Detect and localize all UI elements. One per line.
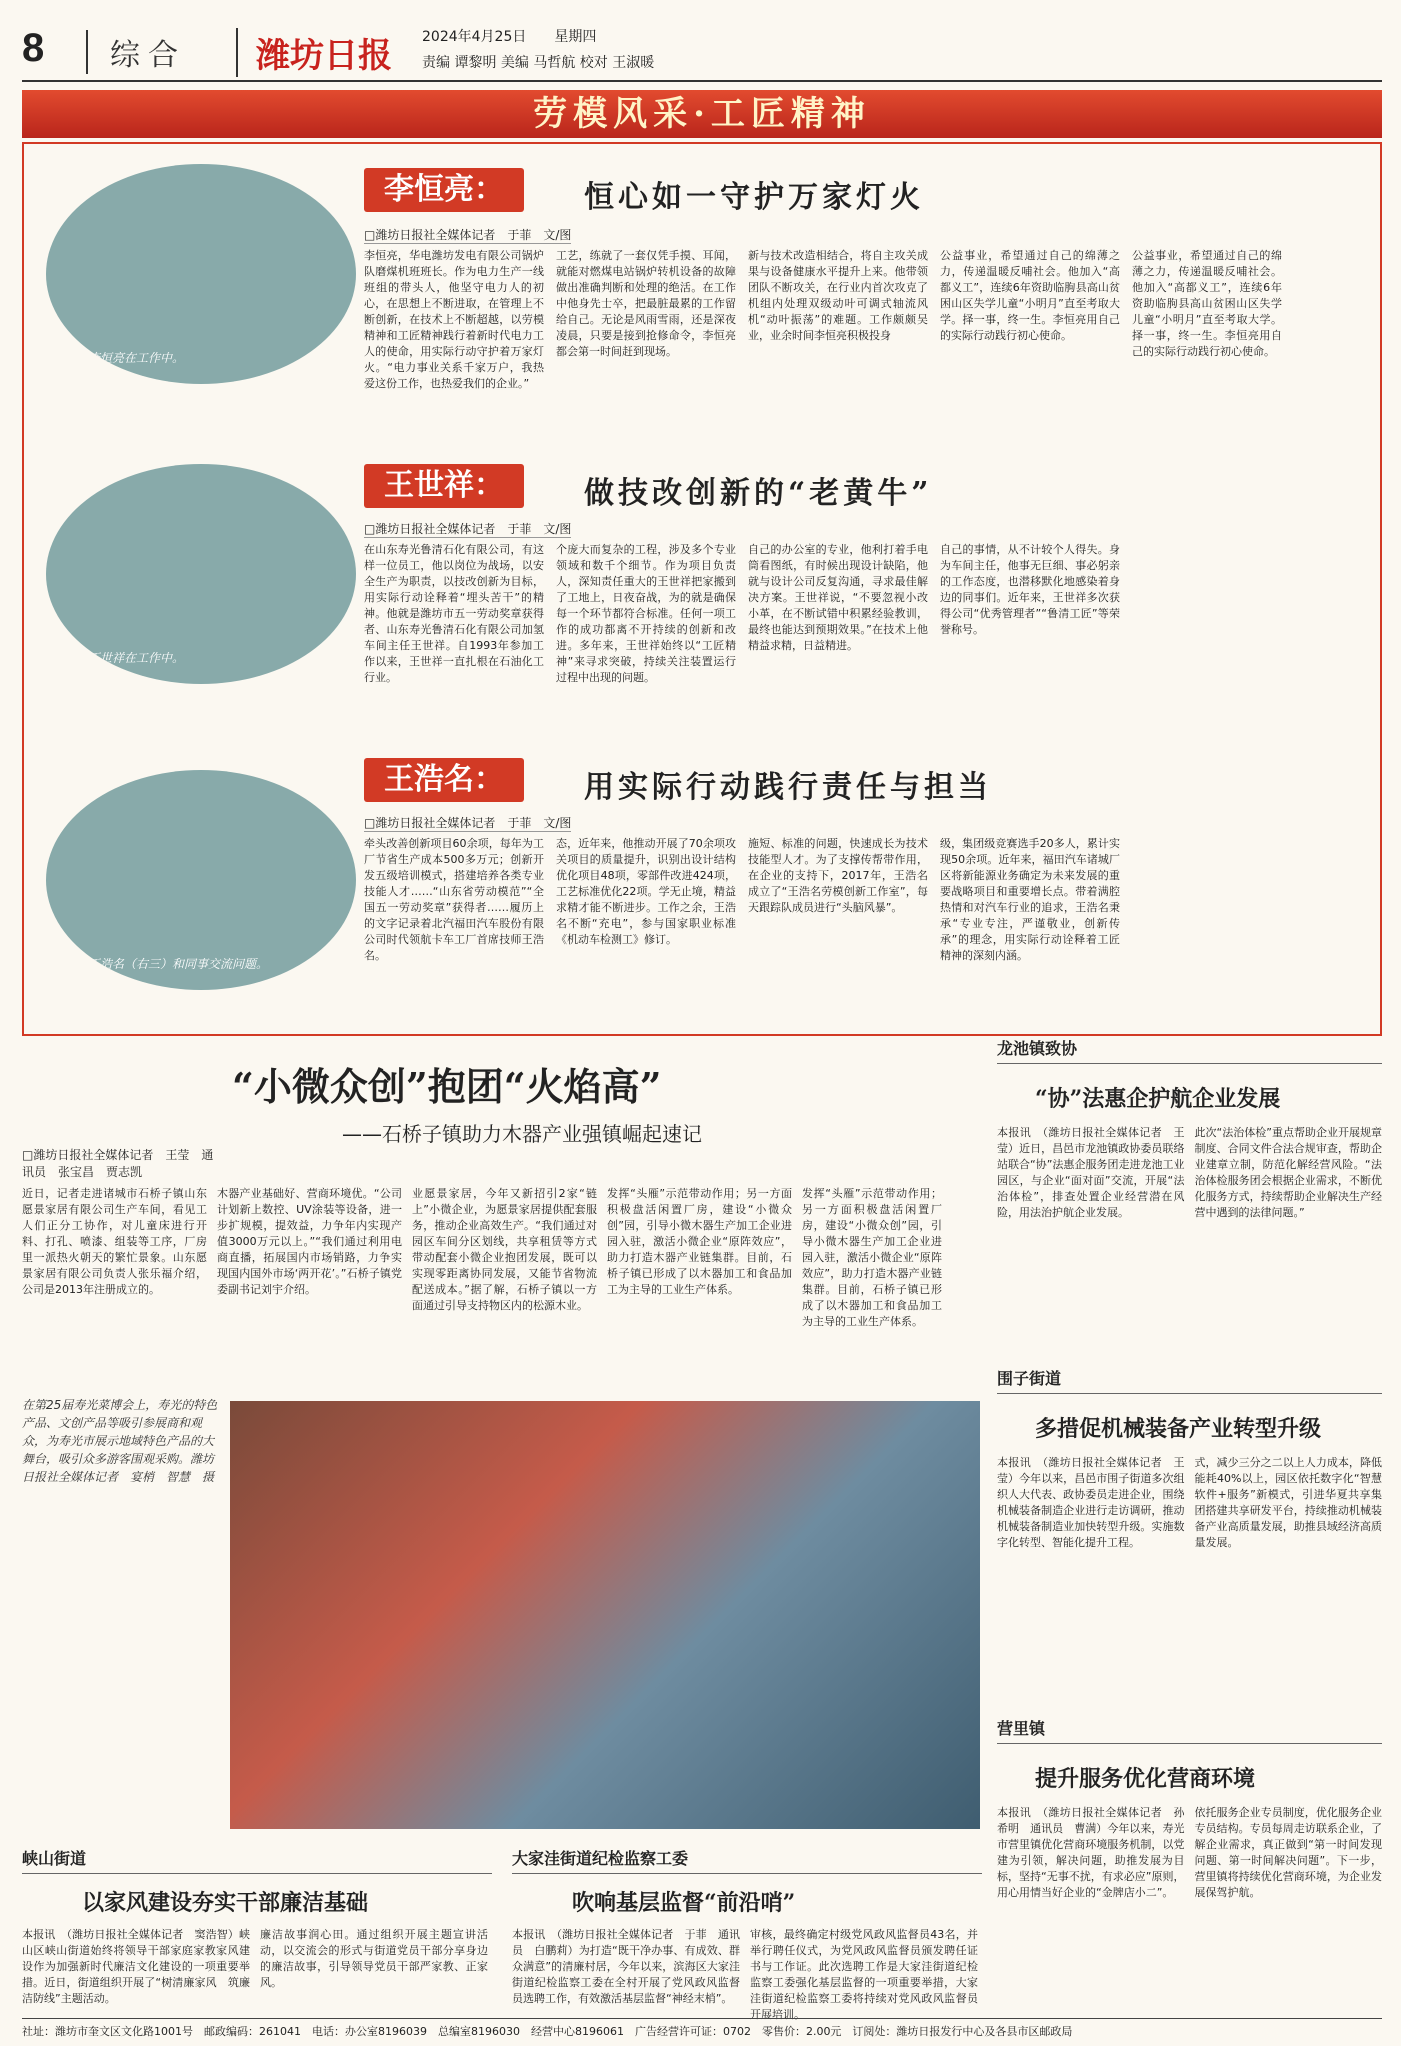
brief-headline: 多措促机械装备产业转型升级 bbox=[1035, 1416, 1322, 1442]
dateline bbox=[422, 26, 654, 78]
brief-headline: “协”法惠企护航企业发展 bbox=[1035, 1086, 1281, 1112]
brief-text bbox=[997, 1125, 1382, 1325]
labor-model-frame bbox=[22, 142, 1382, 1036]
text-column: 公益事业，希望通过自己的绵薄之力，传递温暖反哺社会。他加入“高都义工”，连续6年资助临朐县高山贫困山区失学儿童“小明月”直至考取大学。择一事，终一生。李恒亮用自己的实际行动践行初心使命。 bbox=[1132, 249, 1282, 358]
profile-name: 王世祥： bbox=[364, 464, 524, 508]
photo-caption: 李恒亮在工作中。 bbox=[88, 351, 185, 365]
text-column: 式，减少三分之二以上人力成本，降低能耗40%以上，园区依托数字化“智慧软件+服务”新模式，引进华夏共享集团搭建共享研发平台，持续推动机械装备产业高质量发展，助推县域经济高质量发展。 bbox=[1194, 1456, 1382, 1549]
text-column: 依托服务企业专员制度，优化服务企业专员结构。专员每周走访联系企业，了解企业需求，真正做到“第一时间发现问题、第一时间解决问题”。下一步，营里镇将持续优化营商环境，为企业发展保驾护航。 bbox=[1194, 1806, 1382, 1899]
text-column: 施短、标准的问题，快速成长为技术技能型人才。为了支撑传帮带作用，在企业的支持下，2017年，王浩名成立了“王浩名劳模创新工作室”，每天跟踪队成员进行“头脑风暴”。 bbox=[748, 837, 928, 914]
profile-headline: 用实际行动践行责任与担当 bbox=[584, 770, 992, 805]
text-column: 近日，记者走进诸城市石桥子镇山东愿景家居有限公司生产车间，看见工人们正分工协作，对儿童床进行开料、打孔、喷漆、组装等工序，厂房里一派热火朝天的繁忙景象。山东愿景家居有限公司负责人张乐福介绍，公司是2013年注册成立的。 bbox=[22, 1187, 207, 1296]
news-brief bbox=[997, 1366, 1382, 1665]
news-brief bbox=[997, 1036, 1382, 1325]
brief-text bbox=[997, 1805, 1382, 1985]
text-column: 公益事业，希望通过自己的绵薄之力，传递温暖反哺社会。他加入“高都义工”，连续6年资助临朐县高山贫困山区失学儿童“小明月”直至考取大学。择一事，终一生。李恒亮用自己的实际行动践行初心使命。 bbox=[940, 249, 1120, 342]
text-column: 新与技术改造相结合，将自主攻关成果与设备健康水平提升上来。他带领团队不断攻关，在行业内首次攻克了机组内处理双级动叶可调式轴流风机“动叶振荡”的难题。工作颇颇吴业，业余时间李恒亮积极投身 bbox=[748, 249, 928, 342]
text-column: 廉洁故事润心田。通过组织开展主题宣讲活动，以交流会的形式与街道党员干部分享身边的廉洁故事，引导领导党员干部严家教、正家风。 bbox=[260, 1928, 488, 1989]
weekday: 星期四 bbox=[554, 29, 597, 45]
brief-headline: 提升服务优化营商环境 bbox=[1035, 1766, 1256, 1792]
photo-caption: 王世祥在工作中。 bbox=[88, 651, 185, 665]
feature-subtitle: ——石桥子镇助力木器产业强镇崛起速记 bbox=[342, 1122, 702, 1146]
profile-name: 王浩名： bbox=[364, 758, 524, 802]
text-column: 业愿景家居，今年又新招引2家“链上”小微企业，为愿景家居提供配套服务，推动企业高效生产。“我们通过对园区车间分区划线，共享租赁等方式带动配套小微企业抱团发展，既可以实现零距离协同发展，又能节省物流配送成本。”据了解，石桥子镇以一方面通过引导支持物区内的松源木业。 bbox=[412, 1187, 597, 1312]
profile-name: 李恒亮： bbox=[364, 168, 524, 212]
feature-text bbox=[22, 1186, 942, 1404]
profile-text bbox=[364, 542, 1120, 742]
text-column: 此次“法治体检”重点帮助企业开展规章制度、合同文件合法合规审查，帮助企业建章立制，防范化解经营风险。“法治体检服务团会根据企业需求，不断优化服务方式，持续帮助企业解决生产经营中遇到的法律问题。” bbox=[1194, 1126, 1382, 1219]
text-column: 审核，最终确定村级党风政风监督员43名，并举行聘任仪式，为党风政风监督员颁发聘任证书与工作证。此次选聘工作是大家洼街道纪检监察工委强化基层监督的一项重要举措，大家洼街道纪检监察工委将持续对党风政风监督员开展培训。 bbox=[750, 1928, 978, 2021]
text-column: 自己的办公室的专业，他利打着手电筒看图纸，有时候出现设计缺陷，他就与设计公司反复沟通，寻求最佳解决方案。王世祥说，“不要忽视小改小革，在不断试错中积累经验教训，最终也能达到预期效果。”在技术上他精益求精，日益精进。 bbox=[748, 543, 928, 652]
text-column: 本报讯 （潍坊日报社全媒体记者 王莹）今年以来，昌邑市围子街道多次组织人大代表、政协委员走进企业，围绕机械装备制造企业进行走访调研，推动机械装备制造业加快转型升级。实施数字化转型、智能化提升工程。 bbox=[997, 1456, 1185, 1549]
text-column: 牵头改善创新项目60余项，每年为工厂节省生产成本500多万元；创新开发五级培训模式，搭建培养各类专业技能人才……“山东省劳动模范”“全国五一劳动奖章”获得者……履历上的文字记录着北汽福田汽车股份有限公司时代领航卡车工厂首席技师王浩名。 bbox=[364, 837, 544, 962]
brief-label: 龙池镇致协 bbox=[997, 1036, 1382, 1064]
text-column: 在山东寿光鲁清石化有限公司，有这样一位员工，他以岗位为战场，以安全生产为职责，以技改创新为目标，用实际行动诠释着“埋头苦干”的精神。他就是潍坊市五一劳动奖章获得者、山东寿光鲁清石化有限公司加氢车间主任王世祥。自1993年参加工作以来，王世祥一直扎根在石油化工行业。 bbox=[364, 543, 544, 684]
profile-text bbox=[364, 836, 1120, 1026]
brief-label: 营里镇 bbox=[997, 1716, 1382, 1744]
brief-label: 围子街道 bbox=[997, 1366, 1382, 1394]
text-column: 李恒亮，华电潍坊发电有限公司锅炉队磨煤机班班长。作为电力生产一线班组的带头人，他坚守电力人的初心，在思想上不断进取，在管理上不断创新，在技术上不断超越，以劳模精神和工匠精神践行着新时代电力工人的使命，用实际行动守护着万家灯火。“电力事业关系千家万户，我热爱这份工作，也热爱我们的企业。” bbox=[364, 249, 544, 390]
feature-byline: □潍坊日报社全媒体记者 王莹 通讯员 张宝昌 贾志凯 bbox=[22, 1148, 214, 1179]
portrait-photo bbox=[46, 770, 356, 990]
text-column: 自己的事情，从不计较个人得失。身为车间主任，他事无巨细、事必躬亲的工作态度，也潜移默化地感染着身边的同事们。近年来，王世祥多次获得公司“优秀管理者”“鲁清工匠”等荣誉称号。 bbox=[940, 543, 1120, 636]
brief-headline: 吹响基层监督“前沿哨” bbox=[572, 1890, 796, 1916]
profile-byline: □潍坊日报社全媒体记者 于菲 文/图 bbox=[364, 228, 572, 242]
date: 2024年4月25日 bbox=[422, 29, 527, 45]
brief-label: 大家洼街道纪检监察工委 bbox=[512, 1846, 982, 1874]
brief-headline: 以家风建设夯实干部廉洁基础 bbox=[82, 1890, 369, 1916]
text-column: 本报讯 （潍坊日报社全媒体记者 孙希明 通讯员 曹满）今年以来，寿光市营里镇优化营商环境服务机制，以党建为引领，解决问题，助推发展为目标，坚持“无事不扰，有求必应”原则，用心用情当好企业的“金牌店小二”。 bbox=[997, 1806, 1185, 1899]
profile-headline: 做技改创新的“老黄牛” bbox=[584, 476, 933, 511]
masthead bbox=[22, 18, 1382, 82]
profile-byline: □潍坊日报社全媒体记者 于菲 文/图 bbox=[364, 816, 572, 830]
text-column: 本报讯 （潍坊日报社全媒体记者 窦浩智）峡山区峡山街道始终将领导干部家庭家教家风建设作为加强新时代廉洁文化建设的一项重要举措。近日，街道组织开展了“树清廉家风 筑廉洁防线”主题活动。 bbox=[22, 1928, 250, 2005]
portrait-photo bbox=[46, 464, 356, 684]
text-column: 本报讯 （潍坊日报社全媒体记者 于菲 通讯员 白鹏莉）为打造“既干净办事、有成效、群众满意”的清廉村居，今年以来，滨海区大家洼街道纪检监察工委在全村开展了党风政风监督员选聘工作，有效激活基层监督“神经末梢”。 bbox=[512, 1928, 740, 2005]
text-column: 个庞大而复杂的工程，涉及多个专业领域和数千个细节。作为项目负责人，深知责任重大的王世祥把家搬到了工地上，日夜奋战，为的就是确保每一个环节都符合标准。任何一项工作的成功都离不开持续的创新和改进。多年来，王世祥始终以“工匠精神”来寻求突破，持续关注装置运行过程中出现的问题。 bbox=[556, 543, 736, 684]
page-footer: 社址：潍坊市奎文区文化路1001号 邮政编码：261041 电话：办公室8196039 总编室8196030 经营中心8196061 广告经营许可证：0702 零售价：2.00元 订阅处：潍坊日报发行中心及各县市区邮政局 bbox=[22, 2018, 1382, 2039]
news-brief bbox=[22, 1846, 492, 2037]
editors: 责编 谭黎明 美编 马哲航 校对 王淑暖 bbox=[422, 55, 655, 71]
page-number: 8 bbox=[22, 26, 45, 70]
text-column: 发挥“头雁”示范带动作用；另一方面积极盘活闲置厂房，建设“小微众创”园，引导小微木器生产加工企业进园入驻，激活小微企业“原阵效应”，助力打造木器产业链集群。目前，石桥子镇已形成了以木器加工和食品加工为主导的工业生产体系。 bbox=[802, 1187, 942, 1328]
section-banner: 劳模风采·工匠精神 bbox=[22, 90, 1382, 138]
feature-title: “小微众创”抱团“火焰高” bbox=[232, 1064, 662, 1109]
brief-text bbox=[997, 1455, 1382, 1665]
text-column: 本报讯 （潍坊日报社全媒体记者 王莹）近日，昌邑市龙池镇政协委员联络站联合“协”法惠企服务团走进龙池工业园区，与企业“面对面”交流，开展“法治体检”，排查处置企业经营潜在风险，用法治护航企业发展。 bbox=[997, 1126, 1185, 1219]
photo-caption: 在第25届寿光菜博会上，寿光的特色产品、文创产品等吸引参展商和观众，为寿光市展示地域特色产品的大舞台，吸引众多游客围观采购。潍坊日报社全媒体记者 宴梢 智慧 摄 bbox=[22, 1398, 218, 1484]
text-column: 级，集团级竞赛选手20多人，累计实现50余项。近年来，福田汽车诸城厂区将新能源业务确定为未来发展的重要战略项目和重要增长点。带着满腔热情和对汽车行业的追求，王浩名秉承“专业专注，严谨敬业，创新传承”的理念，用实际行动诠释着工匠精神的深刻内涵。 bbox=[940, 837, 1120, 962]
brief-label: 峡山街道 bbox=[22, 1846, 492, 1874]
profile-text bbox=[364, 248, 1282, 438]
profile-headline: 恒心如一守护万家灯火 bbox=[584, 180, 924, 215]
news-brief bbox=[512, 1846, 982, 2037]
expo-photo bbox=[230, 1401, 980, 1829]
paper-logo: 潍坊日报 bbox=[236, 28, 392, 77]
lower-section bbox=[22, 1036, 1382, 2021]
text-column: 工艺，练就了一套仅凭手摸、耳闻，就能对燃煤电站锅炉转机设备的故障做出准确判断和处理的绝活。在工作中他身先士卒，把最脏最累的工作留给自己。无论是风雨雪雨，还是深夜凌晨，只要是接到抢修命令，李恒亮都会第一时间赶到现场。 bbox=[556, 249, 736, 358]
photo-caption: 王浩名（右三）和同事交流问题。 bbox=[88, 957, 269, 971]
text-column: 木器产业基础好、营商环境优。“公司计划新上数控、UV涂装等设备，进一步扩规模，提效益，力争年内实现产值3000万元以上。”“我们通过利用电商直播，拓展国内市场销路，力争实现国内国外市场‘两开花’。”石桥子镇党委副书记刘宇介绍。 bbox=[217, 1187, 402, 1296]
portrait-photo bbox=[46, 164, 356, 384]
text-column: 态，近年来，他推动开展了70余项攻关项目的质量提升，识别出设计结构优化项目48项，零部件改进424项，工艺标准优化22项。学无止境，精益求精才能不断进步。工作之余，王浩名不断“充电”，参与国家职业标准《机动车检测工》修订。 bbox=[556, 837, 736, 946]
text-column: 发挥“头雁”示范带动作用；另一方面积极盘活闲置厂房，建设“小微众创”园，引导小微木器生产加工企业进园入驻，激活小微企业“原阵效应”，助力打造木器产业链集群。目前，石桥子镇已形成了以木器加工和食品加工为主导的工业生产体系。 bbox=[607, 1187, 792, 1296]
news-brief bbox=[997, 1716, 1382, 1985]
section-name: 综合 bbox=[86, 30, 186, 74]
profile-byline: □潍坊日报社全媒体记者 于菲 文/图 bbox=[364, 522, 572, 536]
